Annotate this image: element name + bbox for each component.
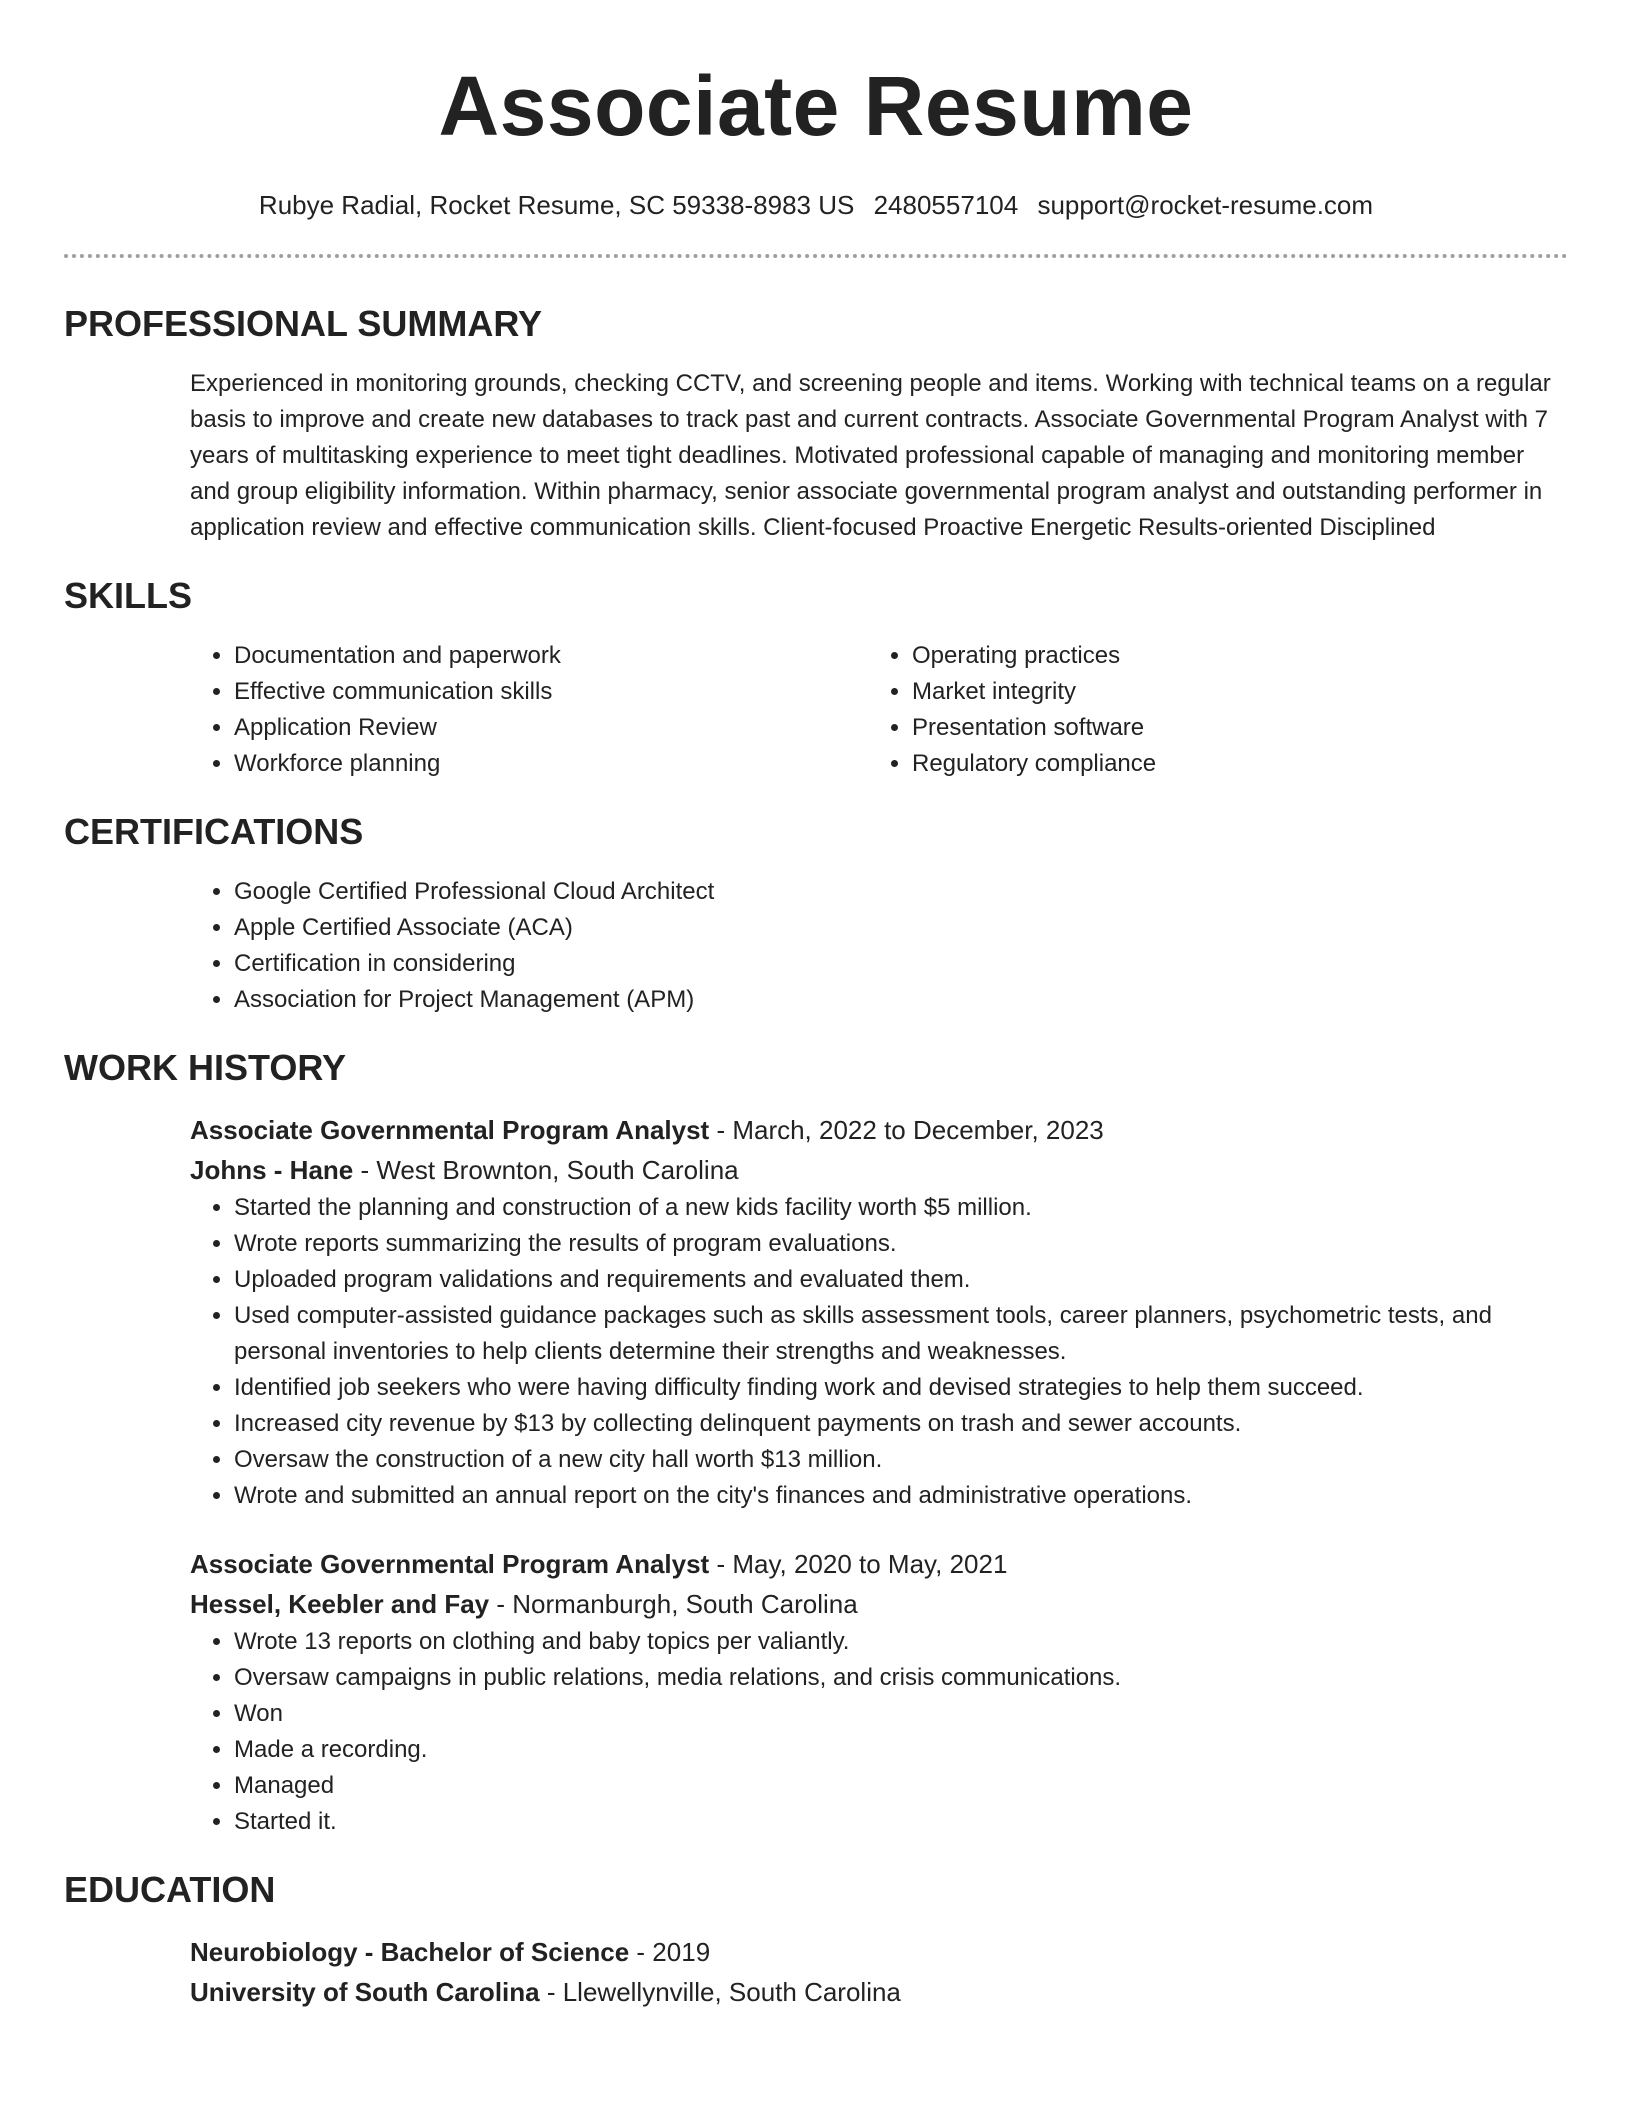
- job-bullet: • Wrote 13 reports on clothing and baby topics per valiantly.: [234, 1624, 1568, 1660]
- skill-item: • Workforce planning: [234, 746, 868, 782]
- education-school-line: [190, 1972, 1568, 2012]
- job-location: - Normanburgh, South Carolina: [489, 1589, 858, 1619]
- skill-item: • Effective communication skills: [234, 674, 868, 710]
- job-entry: [190, 1544, 1568, 1840]
- job-location: - West Brownton, South Carolina: [353, 1155, 739, 1185]
- skills-column-right: [868, 638, 1546, 782]
- job-role-line: [190, 1110, 1568, 1150]
- skills-list: [190, 638, 1568, 782]
- job-bullet: • Used computer-assisted guidance packages such as skills assessment tools, career planners, psychometric tests, and personal inventories to help clients determine their strengths and weaknesses.: [234, 1298, 1568, 1370]
- job-dates: - May, 2020 to May, 2021: [709, 1549, 1008, 1579]
- education-degree-line: [190, 1932, 1568, 1972]
- summary-text: Experienced in monitoring grounds, checking CCTV, and screening people and items. Working with technical teams on a regular basis to improve and create new databases to track past and current contracts. Associate Governmental Program Analyst with 7 years of multitasking experience to meet tight deadlines. Motivated professional capable of managing and monitoring member and group eligibility information. Within pharmacy, senior associate governmental program analyst and outstanding performer in application review and effective communication skills. Client-focused Proactive Energetic Results-oriented Disciplined: [190, 370, 1551, 541]
- skills-heading: SKILLS: [64, 575, 193, 616]
- skills-column-left: [190, 638, 868, 782]
- job-bullets: [190, 1190, 1568, 1514]
- skill-item: • Documentation and paperwork: [234, 638, 868, 674]
- email: support@rocket-resume.com: [1037, 190, 1374, 220]
- job-bullet: • Started the planning and construction of a new kids facility worth $5 million.: [234, 1190, 1568, 1226]
- certification-item: • Google Certified Professional Cloud Architect: [234, 874, 1568, 910]
- job-role: Associate Governmental Program Analyst: [190, 1549, 710, 1579]
- education-entry: [190, 1932, 1568, 2012]
- job-role-line: [190, 1544, 1568, 1584]
- resume-page: [64, 0, 1568, 2012]
- job-bullet: • Oversaw the construction of a new city hall worth $13 million.: [234, 1442, 1568, 1478]
- resume-title: Associate Resume: [438, 59, 1194, 153]
- phone: 2480557104: [873, 190, 1019, 220]
- job-dates: - March, 2022 to December, 2023: [709, 1115, 1104, 1145]
- certification-item: • Association for Project Management (APM): [234, 982, 1568, 1018]
- education-location: - Llewellynville, South Carolina: [539, 1977, 901, 2007]
- job-company: Johns - Hane: [190, 1155, 354, 1185]
- job-bullet: • Started it.: [234, 1804, 1568, 1840]
- job-company: Hessel, Keebler and Fay: [190, 1589, 490, 1619]
- job-bullet: • Wrote and submitted an annual report on the city's finances and administrative operations.: [234, 1478, 1568, 1514]
- skill-item: • Market integrity: [912, 674, 1546, 710]
- job-bullets: [190, 1624, 1568, 1840]
- summary-heading: PROFESSIONAL SUMMARY: [64, 303, 543, 344]
- address: Rubye Radial, Rocket Resume, SC 59338-8983 US: [258, 190, 855, 220]
- job-company-line: [190, 1584, 1568, 1624]
- job-company-line: [190, 1150, 1568, 1190]
- education-year: - 2019: [629, 1937, 711, 1967]
- certification-item: • Certification in considering: [234, 946, 1568, 982]
- certifications-heading: CERTIFICATIONS: [64, 811, 364, 852]
- skill-item: • Operating practices: [912, 638, 1546, 674]
- certification-item: • Apple Certified Associate (ACA): [234, 910, 1568, 946]
- education-school: University of South Carolina: [190, 1977, 540, 2007]
- education-degree: Neurobiology - Bachelor of Science: [190, 1937, 630, 1967]
- job-bullet: • Won: [234, 1696, 1568, 1732]
- contact-line: [64, 188, 1568, 222]
- skill-item: • Application Review: [234, 710, 868, 746]
- skill-item: • Regulatory compliance: [912, 746, 1546, 782]
- job-bullet: • Oversaw campaigns in public relations, media relations, and crisis communications.: [234, 1660, 1568, 1696]
- skill-item: • Presentation software: [912, 710, 1546, 746]
- header-divider: [64, 254, 1568, 258]
- work-history-heading: WORK HISTORY: [64, 1047, 347, 1088]
- job-role: Associate Governmental Program Analyst: [190, 1115, 710, 1145]
- job-bullet: • Identified job seekers who were having difficulty finding work and devised strategies to help them succeed.: [234, 1370, 1568, 1406]
- education-heading: EDUCATION: [64, 1869, 276, 1910]
- job-bullet: • Wrote reports summarizing the results of program evaluations.: [234, 1226, 1568, 1262]
- job-entry: [190, 1110, 1568, 1514]
- job-bullet: • Increased city revenue by $13 by collecting delinquent payments on trash and sewer accounts.: [234, 1406, 1568, 1442]
- job-bullet: • Made a recording.: [234, 1732, 1568, 1768]
- job-bullet: • Uploaded program validations and requirements and evaluated them.: [234, 1262, 1568, 1298]
- job-bullet: • Managed: [234, 1768, 1568, 1804]
- certifications-list: [190, 874, 1568, 1018]
